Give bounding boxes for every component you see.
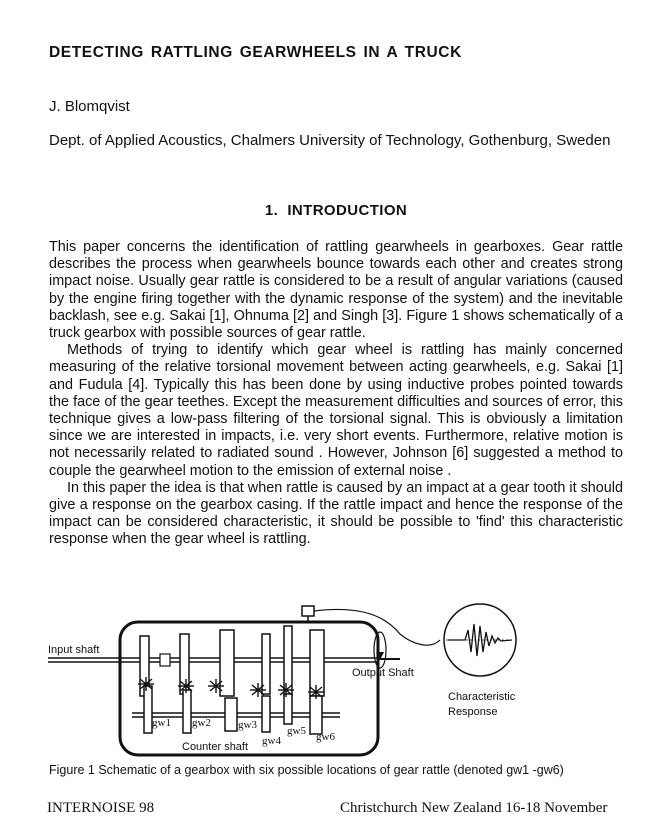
section-title: INTRODUCTION	[287, 202, 408, 219]
gear-label-gw1: gw1	[152, 717, 171, 729]
footer-location: Christchurch New Zealand 16-18 November	[340, 800, 608, 816]
paragraph-3: In this paper the idea is that when rattle is caused by an impact at a gear tooth it should give a response on the gearbox casing. If the rattle impact and hence the response of the impact can be considered characteristic, it should be possible to 'find' this characteristic response when the gear wheel is rattling.	[49, 479, 623, 548]
introduction-body	[49, 239, 623, 549]
author-affiliation: Dept. of Applied Acoustics, Chalmers University of Technology, Gothenburg, Sweden	[49, 132, 611, 149]
paragraph-2: Methods of trying to identify which gear wheel is rattling has mainly concerned measuring of the relative torsional movement between acting gearwheels, e.g. Sakai [1] and Fudula [4]. Typically this has been done by using inductive probes pointed towards the face of the gear teethes. Except the measurement difficulties and sources of error, this technique gives a low-pass filtering of the torsional signal. This is obviously a limitation since we are interested in impacts, i.e. very short events. Furthermore, relative motion is not necessarily related to radiated sound . However, Johnson [6] suggested a method to couple the gearwheel motion to the emission of external noise .	[49, 342, 623, 479]
gearbox-schematic-figure	[40, 600, 640, 765]
paragraph-1: This paper concerns the identification of rattling gearwheels in gearboxes. Gear rattle describes the process when gearwheels bounce towards each other and creates strong impact noise. Usually gear rattle is considered to be a result of angular variations (caused by the engine firing together with the dynamic response of the system) and the inevitable backlash, see e.g. Sakai [1], Ohnuma [2] and Singh [3]. Figure 1 shows schematically of a truck gearbox with possible sources of gear rattle.	[49, 239, 623, 342]
sensor-block	[302, 606, 314, 616]
gear-label-gw3: gw3	[238, 719, 257, 731]
section-number: 1.	[264, 202, 279, 219]
characteristic-label: Characteristic	[448, 691, 516, 703]
author-name: J. Blomqvist	[49, 98, 130, 115]
gearbox-casing	[120, 622, 378, 755]
response-label: Response	[448, 706, 498, 718]
gear-label-gw2: gw2	[192, 717, 211, 729]
output-shaft-label: Output Shaft	[352, 667, 414, 679]
input-shaft-label: Input shaft	[48, 644, 100, 656]
paper-title: DETECTING RATTLING GEARWHEELS IN A TRUCK	[49, 44, 462, 61]
gear-label-gw5: gw5	[287, 725, 306, 737]
footer-conference: INTERNOISE 98	[47, 800, 155, 816]
output-shaft-rotation	[374, 632, 386, 668]
gear-label-gw6: gw6	[316, 731, 335, 743]
counter-shaft-label: Counter shaft	[182, 741, 249, 753]
gear-label-gw4: gw4	[262, 735, 281, 747]
figure-caption: Figure 1 Schematic of a gearbox with six possible locations of gear rattle (denoted gw1 -gw6)	[49, 763, 564, 777]
section-heading	[0, 202, 672, 219]
